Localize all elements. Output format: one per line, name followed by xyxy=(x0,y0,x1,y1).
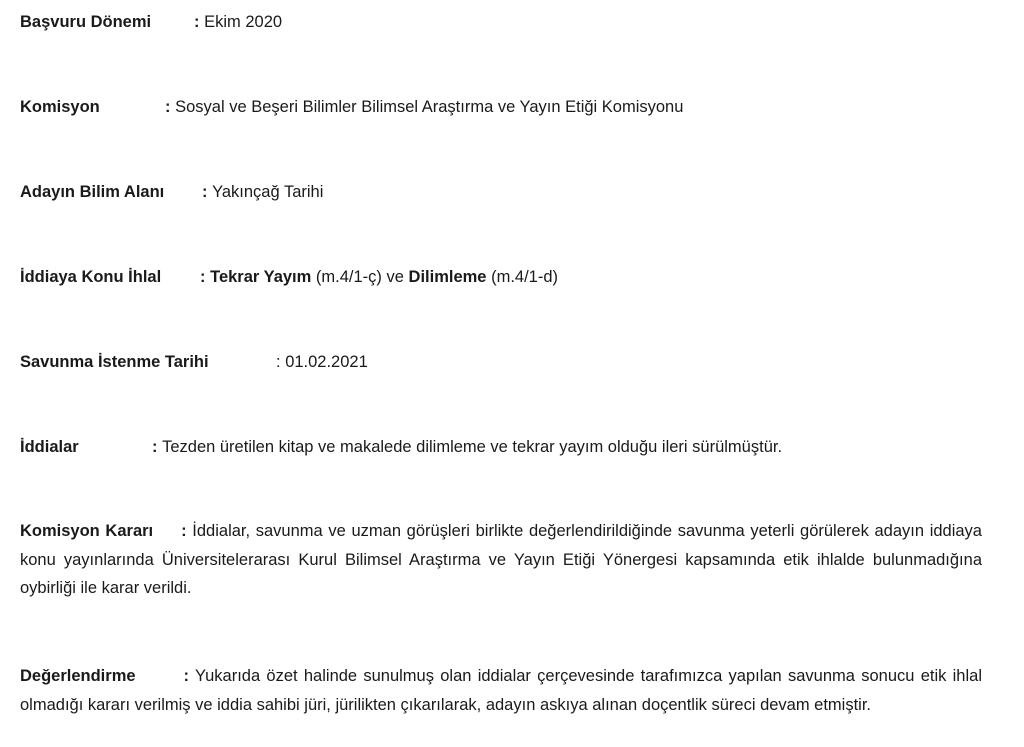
value-text: Sosyal ve Beşeri Bilimler Bilimsel Araştırma ve Yayın Etiği Komisyonu xyxy=(175,98,684,116)
field-value xyxy=(276,352,368,372)
colon: : xyxy=(183,667,190,685)
field-label: Savunma İstenme Tarihi xyxy=(20,353,209,371)
colon: : xyxy=(165,98,171,116)
field-value xyxy=(202,182,323,202)
field-label: İddialar xyxy=(20,438,79,456)
colon: : xyxy=(194,13,200,31)
field-label: Komisyon xyxy=(20,98,100,116)
colon: : xyxy=(200,268,206,286)
field-komisyon-karari xyxy=(20,517,982,603)
field-label: Komisyon Kararı xyxy=(20,522,154,540)
field-value xyxy=(194,12,282,32)
value-text: Yukarıda özet halinde sunulmuş olan iddialar çerçevesinde tarafımızca yapılan savunma sonucu etik ihlal olmadığı kararı verilmiş ve iddia sahibi jüri, jürilikten çıkarılarak, adayın askıya alınan doçentlik süreci devam etmiştir. xyxy=(20,667,982,714)
field-label: Değerlendirme xyxy=(20,667,136,685)
field-value xyxy=(165,97,683,117)
field-label: Başvuru Dönemi xyxy=(20,13,152,31)
colon: : xyxy=(276,353,281,371)
ihlal-ref: (m.4/1-d) xyxy=(491,268,559,286)
field-label: İddiaya Konu İhlal xyxy=(20,268,162,286)
colon: : xyxy=(152,438,158,456)
colon: : xyxy=(202,183,208,201)
value-text: 01.02.2021 xyxy=(285,353,368,371)
colon: : xyxy=(181,522,187,540)
ihlal-ref: (m.4/1-ç) xyxy=(315,268,382,286)
conjunction: ve xyxy=(386,268,404,286)
value-text: Yakınçağ Tarihi xyxy=(212,183,324,201)
value-text: Tezden üretilen kitap ve makalede dilimleme ve tekrar yayım olduğu ileri sürülmüştür. xyxy=(162,438,783,456)
value-text: Ekim 2020 xyxy=(204,13,283,31)
ihlal-tekrar-yayim: Tekrar Yayım xyxy=(210,268,312,286)
ihlal-dilimleme: Dilimleme xyxy=(408,268,487,286)
value-text: İddialar, savunma ve uzman görüşleri birlikte değerlendirildiğinde savunma yeterli görülerek adayın iddiaya konu yayınlarında Üniversitelerarası Kurul Bilimsel Araştırma ve Yayın Etiği Yönergesi kapsamında etik ihlalde bulunmadığına oybirliği ile karar verildi. xyxy=(20,522,982,597)
field-value xyxy=(200,267,558,287)
field-degerlendirme xyxy=(20,662,982,719)
field-label: Adayın Bilim Alanı xyxy=(20,183,165,201)
field-value xyxy=(152,437,782,457)
